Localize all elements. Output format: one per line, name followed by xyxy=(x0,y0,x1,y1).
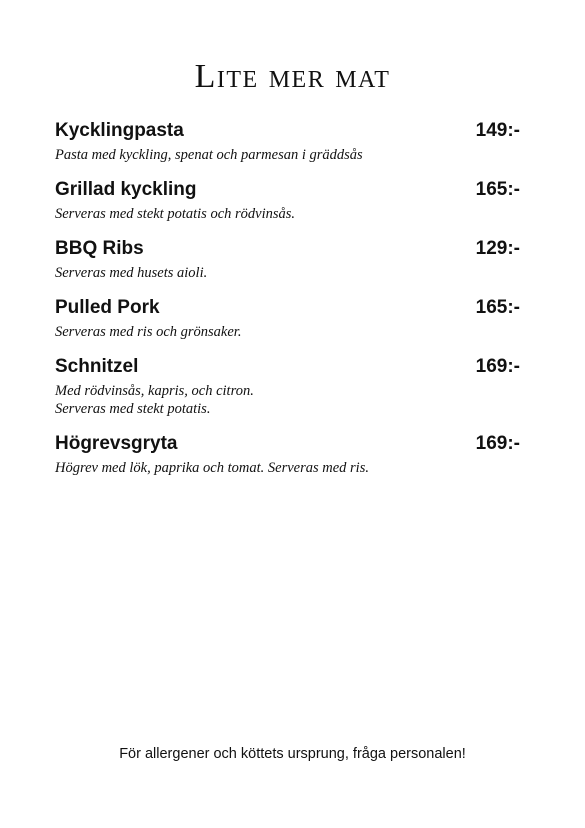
menu-item-hogrevsgryta xyxy=(55,433,520,477)
menu-item-description: Med rödvinsås, kapris, och citron. xyxy=(55,383,254,399)
menu-list xyxy=(55,120,520,492)
menu-item-header xyxy=(55,120,520,146)
menu-item-header xyxy=(55,297,520,323)
menu-item-description: Högrev med lök, paprika och tomat. Serveras med ris. xyxy=(55,460,369,476)
menu-item-price: 129:- xyxy=(475,238,520,259)
menu-item-header xyxy=(55,356,520,382)
menu-item-name: Pulled Pork xyxy=(55,297,160,318)
menu-item-price: 149:- xyxy=(475,120,520,141)
menu-item-price: 165:- xyxy=(475,297,520,318)
page-title: Lite mer mat xyxy=(194,58,391,95)
menu-item-description: Serveras med ris och grönsaker. xyxy=(55,324,242,340)
menu-item-name: Schnitzel xyxy=(55,356,139,377)
menu-item-description: Pasta med kyckling, spenat och parmesan i gräddsås xyxy=(55,147,363,163)
menu-item-name: Grillad kyckling xyxy=(55,179,197,200)
menu-item-price: 169:- xyxy=(475,433,520,454)
menu-item-name: Kycklingpasta xyxy=(55,120,184,141)
allergen-footer-note: För allergener och köttets ursprung, fråga personalen! xyxy=(119,746,466,762)
menu-item-header xyxy=(55,433,520,459)
menu-item-description: Serveras med stekt potatis och rödvinsås. xyxy=(55,206,296,222)
menu-item-header xyxy=(55,238,520,264)
menu-item-pulled-pork xyxy=(55,297,520,341)
menu-item-header xyxy=(55,179,520,205)
menu-item-schnitzel xyxy=(55,356,520,418)
menu-item-price: 169:- xyxy=(475,356,520,377)
menu-item-kycklingpasta xyxy=(55,120,520,164)
menu-item-bbq-ribs xyxy=(55,238,520,282)
menu-item-description: Serveras med stekt potatis. xyxy=(55,401,211,417)
menu-item-name: BBQ Ribs xyxy=(55,238,144,259)
menu-item-grillad-kyckling xyxy=(55,179,520,223)
menu-item-name: Högrevsgryta xyxy=(55,433,178,454)
menu-item-price: 165:- xyxy=(475,179,520,200)
menu-item-description: Serveras med husets aioli. xyxy=(55,265,208,281)
